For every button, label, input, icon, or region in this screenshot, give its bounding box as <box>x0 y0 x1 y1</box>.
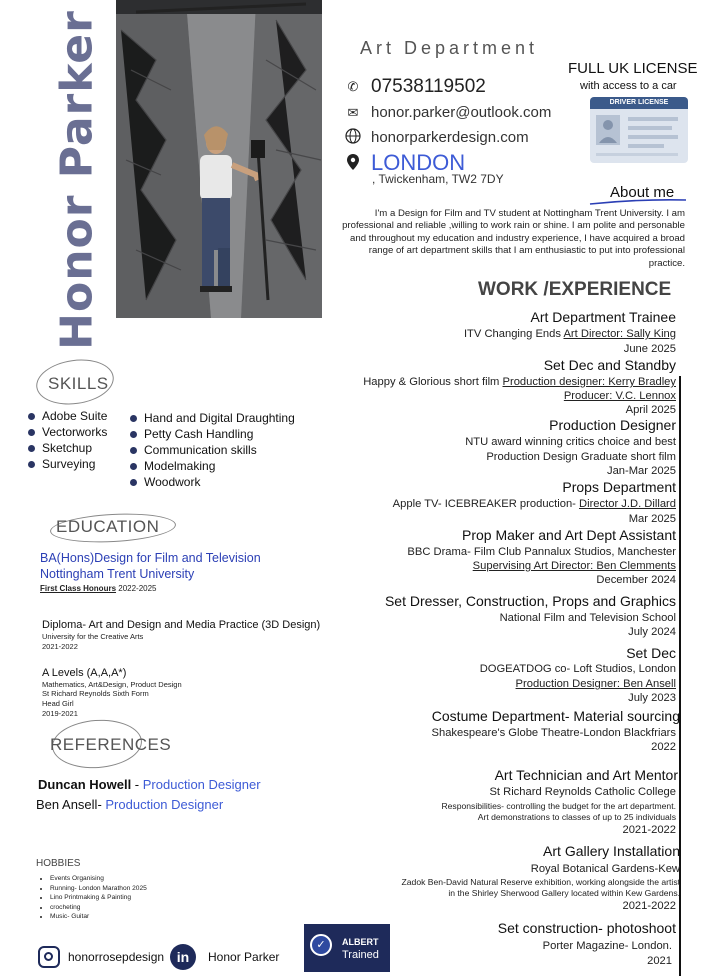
job-detail: Apple TV- ICEBREAKER production- Director J.D. Dillard <box>392 498 676 510</box>
skill-item: Modelmaking <box>130 459 215 473</box>
globe-icon <box>345 128 361 147</box>
skill-item: Vectorworks <box>28 425 107 439</box>
skill-item: Hand and Digital Draughting <box>130 411 295 425</box>
instagram-link[interactable] <box>38 946 164 968</box>
bullet-icon <box>28 429 35 436</box>
job-date: 2021-2022 <box>622 900 676 912</box>
job-detail: DOGEATDOG co- Loft Studios, London <box>479 663 676 675</box>
job-date: Mar 2025 <box>628 513 676 525</box>
bullet-icon <box>130 479 137 486</box>
degree: BA(Hons)Design for Film and Television <box>40 551 261 565</box>
job-detail: ITV Changing Ends Art Director: Sally King <box>463 328 676 340</box>
email-row[interactable] <box>345 104 551 121</box>
job-detail: St Richard Reynolds Catholic College <box>489 786 676 798</box>
address: , Twickenham, TW2 7DY <box>372 172 504 186</box>
website-url: honorparkerdesign.com <box>371 129 529 146</box>
university: Nottingham Trent University <box>40 567 195 581</box>
job-date: June 2025 <box>623 343 676 355</box>
job-date: April 2025 <box>625 404 676 416</box>
location-pin-icon <box>345 154 361 173</box>
a-levels-role: Head Girl <box>42 699 74 708</box>
job-title: Art Department Trainee <box>530 309 676 325</box>
job-detail: Production Design Graduate short film <box>486 451 676 463</box>
hobby-item: • Lino Printmaking & Painting <box>50 893 147 903</box>
job-detail: Happy & Glorious short film Production designer: Kerry Bradley <box>363 376 676 388</box>
driver-license-icon <box>590 97 688 163</box>
linkedin-icon: in <box>170 944 196 970</box>
about-underline-stroke <box>588 198 688 206</box>
education-title: EDUCATION <box>56 517 160 536</box>
bullet-icon <box>130 431 137 438</box>
about-title: About me <box>610 184 675 201</box>
job-detail: Shakespeare's Globe Theatre-London Blackfriars <box>431 727 676 739</box>
about-text: I'm a Design for Film and TV student at Nottingham Trent University. I am professional and reliable ,willing to work rain or shine. I am polite and personable and throughout my education and industry experience, I have acquired a broad range of art department skills that I am enthusiastic to put into professional practice. <box>342 208 685 269</box>
check-badge-icon: ✓ <box>310 934 332 956</box>
job-detail: Production Designer: Ben Ansell <box>515 678 676 690</box>
job-detail: Zadok Ben-David Natural Reserve exhibition, working alongside the artist <box>401 877 680 887</box>
job-title: Set Dec and Standby <box>543 357 676 373</box>
email-address: honor.parker@outlook.com <box>371 104 552 121</box>
license-title: FULL UK LICENSE <box>568 60 698 77</box>
job-detail: Responsibilities- controlling the budget for the art department. <box>441 801 676 811</box>
job-detail: Porter Magazine- London. <box>542 940 672 952</box>
job-title: Art Gallery Installation <box>543 843 680 859</box>
job-date: 2022 <box>651 741 676 753</box>
bullet-icon <box>28 445 35 452</box>
job-title: Set Dec <box>626 645 676 661</box>
job-detail: BBC Drama- Film Club Pannalux Studios, Manchester <box>407 546 676 558</box>
instagram-icon <box>38 946 60 968</box>
linkedin-name: Honor Parker <box>208 950 280 964</box>
job-title: Production Designer <box>549 417 676 433</box>
job-date: 2021-2022 <box>622 824 676 836</box>
bullet-icon <box>130 415 137 422</box>
a-levels: A Levels (A,A,A*) <box>42 667 127 679</box>
bullet-icon <box>28 461 35 468</box>
photo-illustration <box>116 0 322 318</box>
phone-row[interactable] <box>345 76 486 98</box>
job-detail: National Film and Television School <box>499 612 676 624</box>
job-detail: in the Shirley Sherwood Gallery located within Kew Gardens. <box>448 888 680 898</box>
a-levels-subjects: Mathematics, Art&Design, Product Design <box>42 680 182 689</box>
hobbies-list <box>40 874 147 922</box>
reference-item: Ben Ansell- Production Designer <box>36 797 224 812</box>
skill-item: Woodwork <box>130 475 200 489</box>
skill-item: Adobe Suite <box>28 409 107 423</box>
job-title: Art Technician and Art Mentor <box>494 767 678 783</box>
bullet-icon <box>130 463 137 470</box>
diploma-years: 2021-2022 <box>42 642 78 651</box>
hobby-item: • Music- Guitar <box>50 912 147 922</box>
license-card-label: DRIVER LICENSE <box>590 97 688 109</box>
hobby-item: • crocheting <box>50 903 147 913</box>
skill-item: Surveying <box>28 457 95 471</box>
skill-item: Sketchup <box>28 441 92 455</box>
albert-trained-badge <box>304 924 390 972</box>
department-title: Art Department <box>360 38 539 58</box>
phone-icon: ✆ <box>347 79 359 94</box>
diploma-school: University for the Creative Arts <box>42 632 144 641</box>
bullet-icon <box>130 447 137 454</box>
vertical-name <box>51 10 103 350</box>
hobby-item: • Events Organising <box>50 874 147 884</box>
skill-item: Communication skills <box>130 443 257 457</box>
work-title: WORK /EXPERIENCE <box>478 279 672 300</box>
job-detail: Producer: V.C. Lennox <box>563 390 676 402</box>
name-text: Honor Parker <box>51 10 103 350</box>
skill-item: Petty Cash Handling <box>130 427 253 441</box>
profile-photo <box>116 0 322 318</box>
website-row[interactable] <box>345 128 529 147</box>
albert-label: ALBERT <box>342 937 379 947</box>
job-date: July 2024 <box>628 626 676 638</box>
job-date: Jan-Mar 2025 <box>606 465 676 477</box>
job-detail: Art demonstrations to classes of up to 25 individuals <box>477 812 676 822</box>
job-detail: Royal Botanical Gardens-Kew <box>530 863 680 875</box>
reference-item: Duncan Howell - Production Designer <box>38 777 261 792</box>
job-title: Set Dresser, Construction, Props and Graphics <box>384 593 676 609</box>
references-title: REFERENCES <box>50 735 172 754</box>
job-detail: Supervising Art Director: Ben Clemments <box>472 560 676 572</box>
hobbies-title: HOBBIES <box>36 858 81 869</box>
a-levels-school: St Richard Reynolds Sixth Form <box>42 689 149 698</box>
job-date: 2021 <box>647 955 672 967</box>
honours: First Class Honours 2022-2025 <box>40 584 157 593</box>
trained-label: Trained <box>342 949 379 961</box>
job-date: December 2024 <box>596 574 676 586</box>
hobby-item: • Running- London Marathon 2025 <box>50 884 147 894</box>
job-title: Prop Maker and Art Dept Assistant <box>462 527 676 543</box>
job-title: Props Department <box>562 479 676 495</box>
skills-title: SKILLS <box>48 374 109 393</box>
a-levels-years: 2019-2021 <box>42 709 78 718</box>
linkedin-link[interactable] <box>170 944 279 970</box>
envelope-icon: ✉ <box>347 104 359 120</box>
diploma: Diploma- Art and Design and Media Practice (3D Design) <box>42 619 321 631</box>
phone-number: 07538119502 <box>371 76 486 97</box>
job-detail: NTU award winning critics choice and best <box>465 436 676 448</box>
job-title: Costume Department- Material sourcing <box>431 708 680 724</box>
city-name: LONDON <box>371 150 466 175</box>
job-date: July 2023 <box>628 692 676 704</box>
job-title: Set construction- photoshoot <box>497 920 676 936</box>
instagram-handle: honorrosepdesign <box>68 950 165 964</box>
bullet-icon <box>28 413 35 420</box>
license-subtitle: with access to a car <box>580 80 677 92</box>
